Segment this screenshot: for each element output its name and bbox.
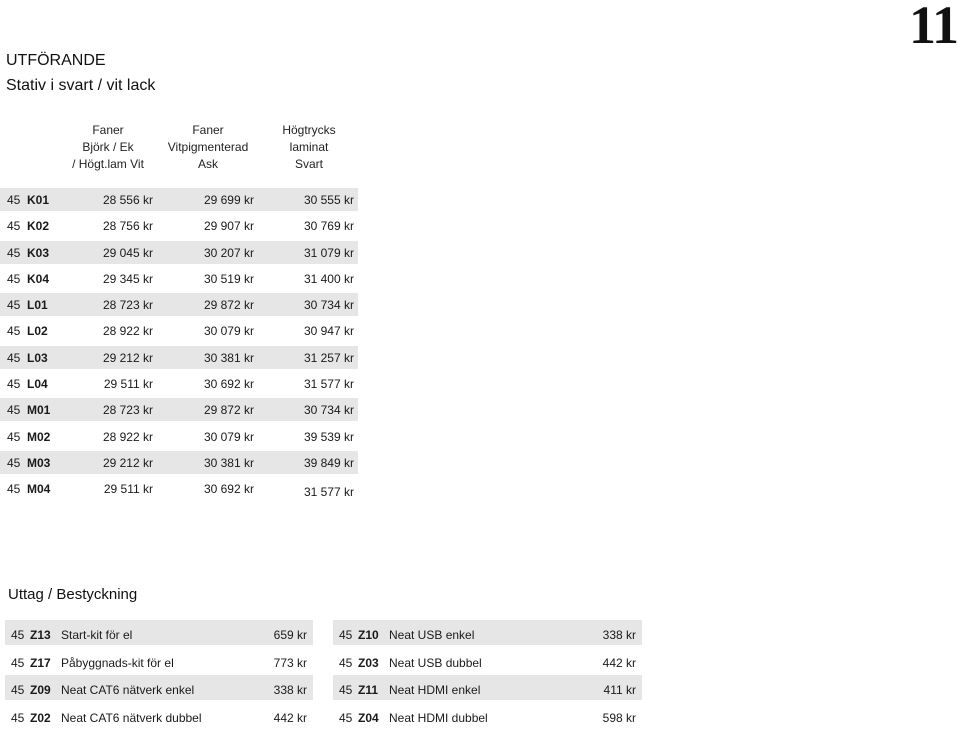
list-item (333, 675, 642, 700)
price-hogtrycks-laminat: 31 257 kr (303, 350, 354, 365)
table-row (0, 451, 358, 474)
item-price: 442 kr (602, 655, 636, 670)
model-code: L04 (27, 377, 48, 392)
table-row (0, 241, 358, 264)
price-hogtrycks-laminat: 31 079 kr (303, 245, 354, 260)
price-faner-vitpigmenterad: 30 381 kr (203, 455, 254, 470)
list-item (5, 620, 313, 645)
accessories-table-right (333, 620, 642, 731)
price-faner-bjork-ek: 29 212 kr (102, 455, 153, 470)
table-row (0, 398, 358, 421)
model-code: K02 (27, 219, 50, 234)
item-description: Start-kit för el (61, 628, 133, 642)
column-header-faner-vitpigmenterad: Faner Vitpigmenterad Ask (167, 123, 249, 171)
column-header-faner-bjork-ek: Faner Björk / Ek / Högt.lam Vit (72, 123, 144, 171)
item-description: Neat USB enkel (389, 628, 475, 642)
item-description: Påbyggnads-kit för el (61, 655, 174, 670)
price-faner-vitpigmenterad: 30 692 kr (203, 377, 254, 392)
series-prefix: 45 (11, 683, 25, 698)
page-title: UTFÖRANDE (6, 52, 106, 69)
series-prefix: 45 (11, 628, 25, 642)
price-faner-bjork-ek: 28 922 kr (102, 324, 153, 339)
item-description: Neat HDMI dubbel (389, 711, 488, 726)
price-faner-bjork-ek: 28 723 kr (102, 298, 153, 313)
price-hogtrycks-laminat: 30 734 kr (303, 298, 354, 313)
price-faner-vitpigmenterad: 29 907 kr (203, 219, 254, 234)
page-subtitle: Stativ i svart / vit lack (6, 77, 156, 94)
price-faner-bjork-ek: 28 922 kr (102, 429, 153, 444)
series-prefix: 45 (339, 628, 353, 642)
item-code: Z02 (30, 711, 51, 726)
table-row (0, 267, 358, 290)
series-prefix: 45 (7, 403, 21, 418)
price-faner-bjork-ek: 28 756 kr (102, 219, 153, 234)
model-code: M04 (27, 482, 51, 497)
price-table (0, 188, 358, 504)
series-prefix: 45 (339, 683, 353, 698)
table-row (0, 477, 358, 500)
price-faner-bjork-ek: 29 511 kr (103, 482, 153, 497)
item-code: Z13 (30, 628, 51, 642)
price-hogtrycks-laminat: 39 849 kr (303, 455, 354, 470)
price-faner-vitpigmenterad: 30 079 kr (203, 324, 254, 339)
price-faner-vitpigmenterad: 30 519 kr (203, 271, 254, 286)
series-prefix: 45 (7, 219, 21, 234)
list-item (333, 703, 642, 728)
item-description: Neat CAT6 nätverk dubbel (61, 711, 202, 726)
price-faner-bjork-ek: 29 511 kr (103, 377, 153, 392)
item-description: Neat HDMI enkel (389, 683, 481, 698)
series-prefix: 45 (11, 655, 25, 670)
price-faner-vitpigmenterad: 30 692 kr (203, 482, 254, 497)
item-price: 598 kr (602, 711, 636, 726)
item-code: Z09 (30, 683, 51, 698)
price-hogtrycks-laminat: 31 577 kr (303, 377, 354, 392)
price-hogtrycks-laminat: 30 555 kr (303, 193, 354, 207)
price-faner-vitpigmenterad: 29 872 kr (203, 403, 254, 418)
price-faner-vitpigmenterad: 30 381 kr (203, 350, 254, 365)
item-price: 338 kr (273, 683, 307, 698)
table-row (0, 346, 358, 369)
accessories-title: Uttag / Bestyckning (8, 586, 138, 603)
table-row (0, 214, 358, 237)
page-number: 11 (908, 0, 958, 55)
column-header-hogtrycks-laminat: Högtrycks laminat Svart (282, 123, 336, 171)
price-faner-bjork-ek: 29 345 kr (102, 271, 153, 286)
item-code: Z10 (358, 628, 379, 642)
price-faner-vitpigmenterad: 30 207 kr (203, 245, 254, 260)
price-hogtrycks-laminat: 31 400 kr (303, 271, 354, 286)
price-faner-bjork-ek: 29 212 kr (102, 350, 153, 365)
price-hogtrycks-laminat: 30 769 kr (303, 219, 354, 234)
series-prefix: 45 (7, 482, 21, 497)
table-row (0, 372, 358, 395)
model-code: M02 (27, 429, 51, 444)
price-faner-bjork-ek: 28 556 kr (102, 193, 153, 207)
series-prefix: 45 (7, 271, 21, 286)
price-faner-bjork-ek: 28 723 kr (102, 403, 153, 418)
item-description: Neat CAT6 nätverk enkel (61, 683, 195, 698)
series-prefix: 45 (7, 455, 21, 470)
table-row (0, 425, 358, 448)
model-code: K04 (27, 271, 50, 286)
series-prefix: 45 (7, 298, 21, 313)
series-prefix: 45 (339, 711, 353, 726)
list-item (5, 675, 313, 700)
item-price: 338 kr (602, 628, 636, 642)
item-price: 442 kr (273, 711, 307, 726)
list-item (333, 648, 642, 673)
model-code: K01 (27, 193, 50, 207)
list-item (5, 703, 313, 728)
table-row (0, 293, 358, 316)
series-prefix: 45 (339, 655, 353, 670)
list-item (333, 620, 642, 645)
price-faner-vitpigmenterad: 29 699 kr (203, 193, 254, 207)
price-hogtrycks-laminat: 31 577 kr (303, 485, 354, 500)
item-price: 411 kr (603, 683, 636, 698)
series-prefix: 45 (7, 193, 21, 207)
model-code: L02 (27, 324, 48, 339)
series-prefix: 45 (7, 245, 21, 260)
price-hogtrycks-laminat: 39 539 kr (303, 429, 354, 444)
series-prefix: 45 (7, 377, 21, 392)
series-prefix: 45 (7, 350, 21, 365)
series-prefix: 45 (7, 324, 21, 339)
item-code: Z17 (30, 655, 51, 670)
table-row (0, 319, 358, 342)
price-faner-vitpigmenterad: 29 872 kr (203, 298, 254, 313)
accessories-table-left (5, 620, 313, 731)
item-code: Z11 (358, 683, 379, 698)
item-price: 773 kr (273, 655, 307, 670)
item-code: Z04 (358, 711, 379, 726)
model-code: M03 (27, 455, 51, 470)
item-price: 659 kr (273, 628, 307, 642)
series-prefix: 45 (7, 429, 21, 444)
price-hogtrycks-laminat: 30 734 kr (303, 403, 354, 418)
list-item (5, 648, 313, 673)
model-code: M01 (27, 403, 51, 418)
model-code: L03 (27, 350, 48, 365)
model-code: K03 (27, 245, 50, 260)
model-code: L01 (27, 298, 48, 313)
price-faner-vitpigmenterad: 30 079 kr (203, 429, 254, 444)
series-prefix: 45 (11, 711, 25, 726)
item-description: Neat USB dubbel (389, 655, 482, 670)
item-code: Z03 (358, 655, 379, 670)
price-faner-bjork-ek: 29 045 kr (102, 245, 153, 260)
table-row (0, 188, 358, 211)
price-hogtrycks-laminat: 30 947 kr (303, 324, 354, 339)
